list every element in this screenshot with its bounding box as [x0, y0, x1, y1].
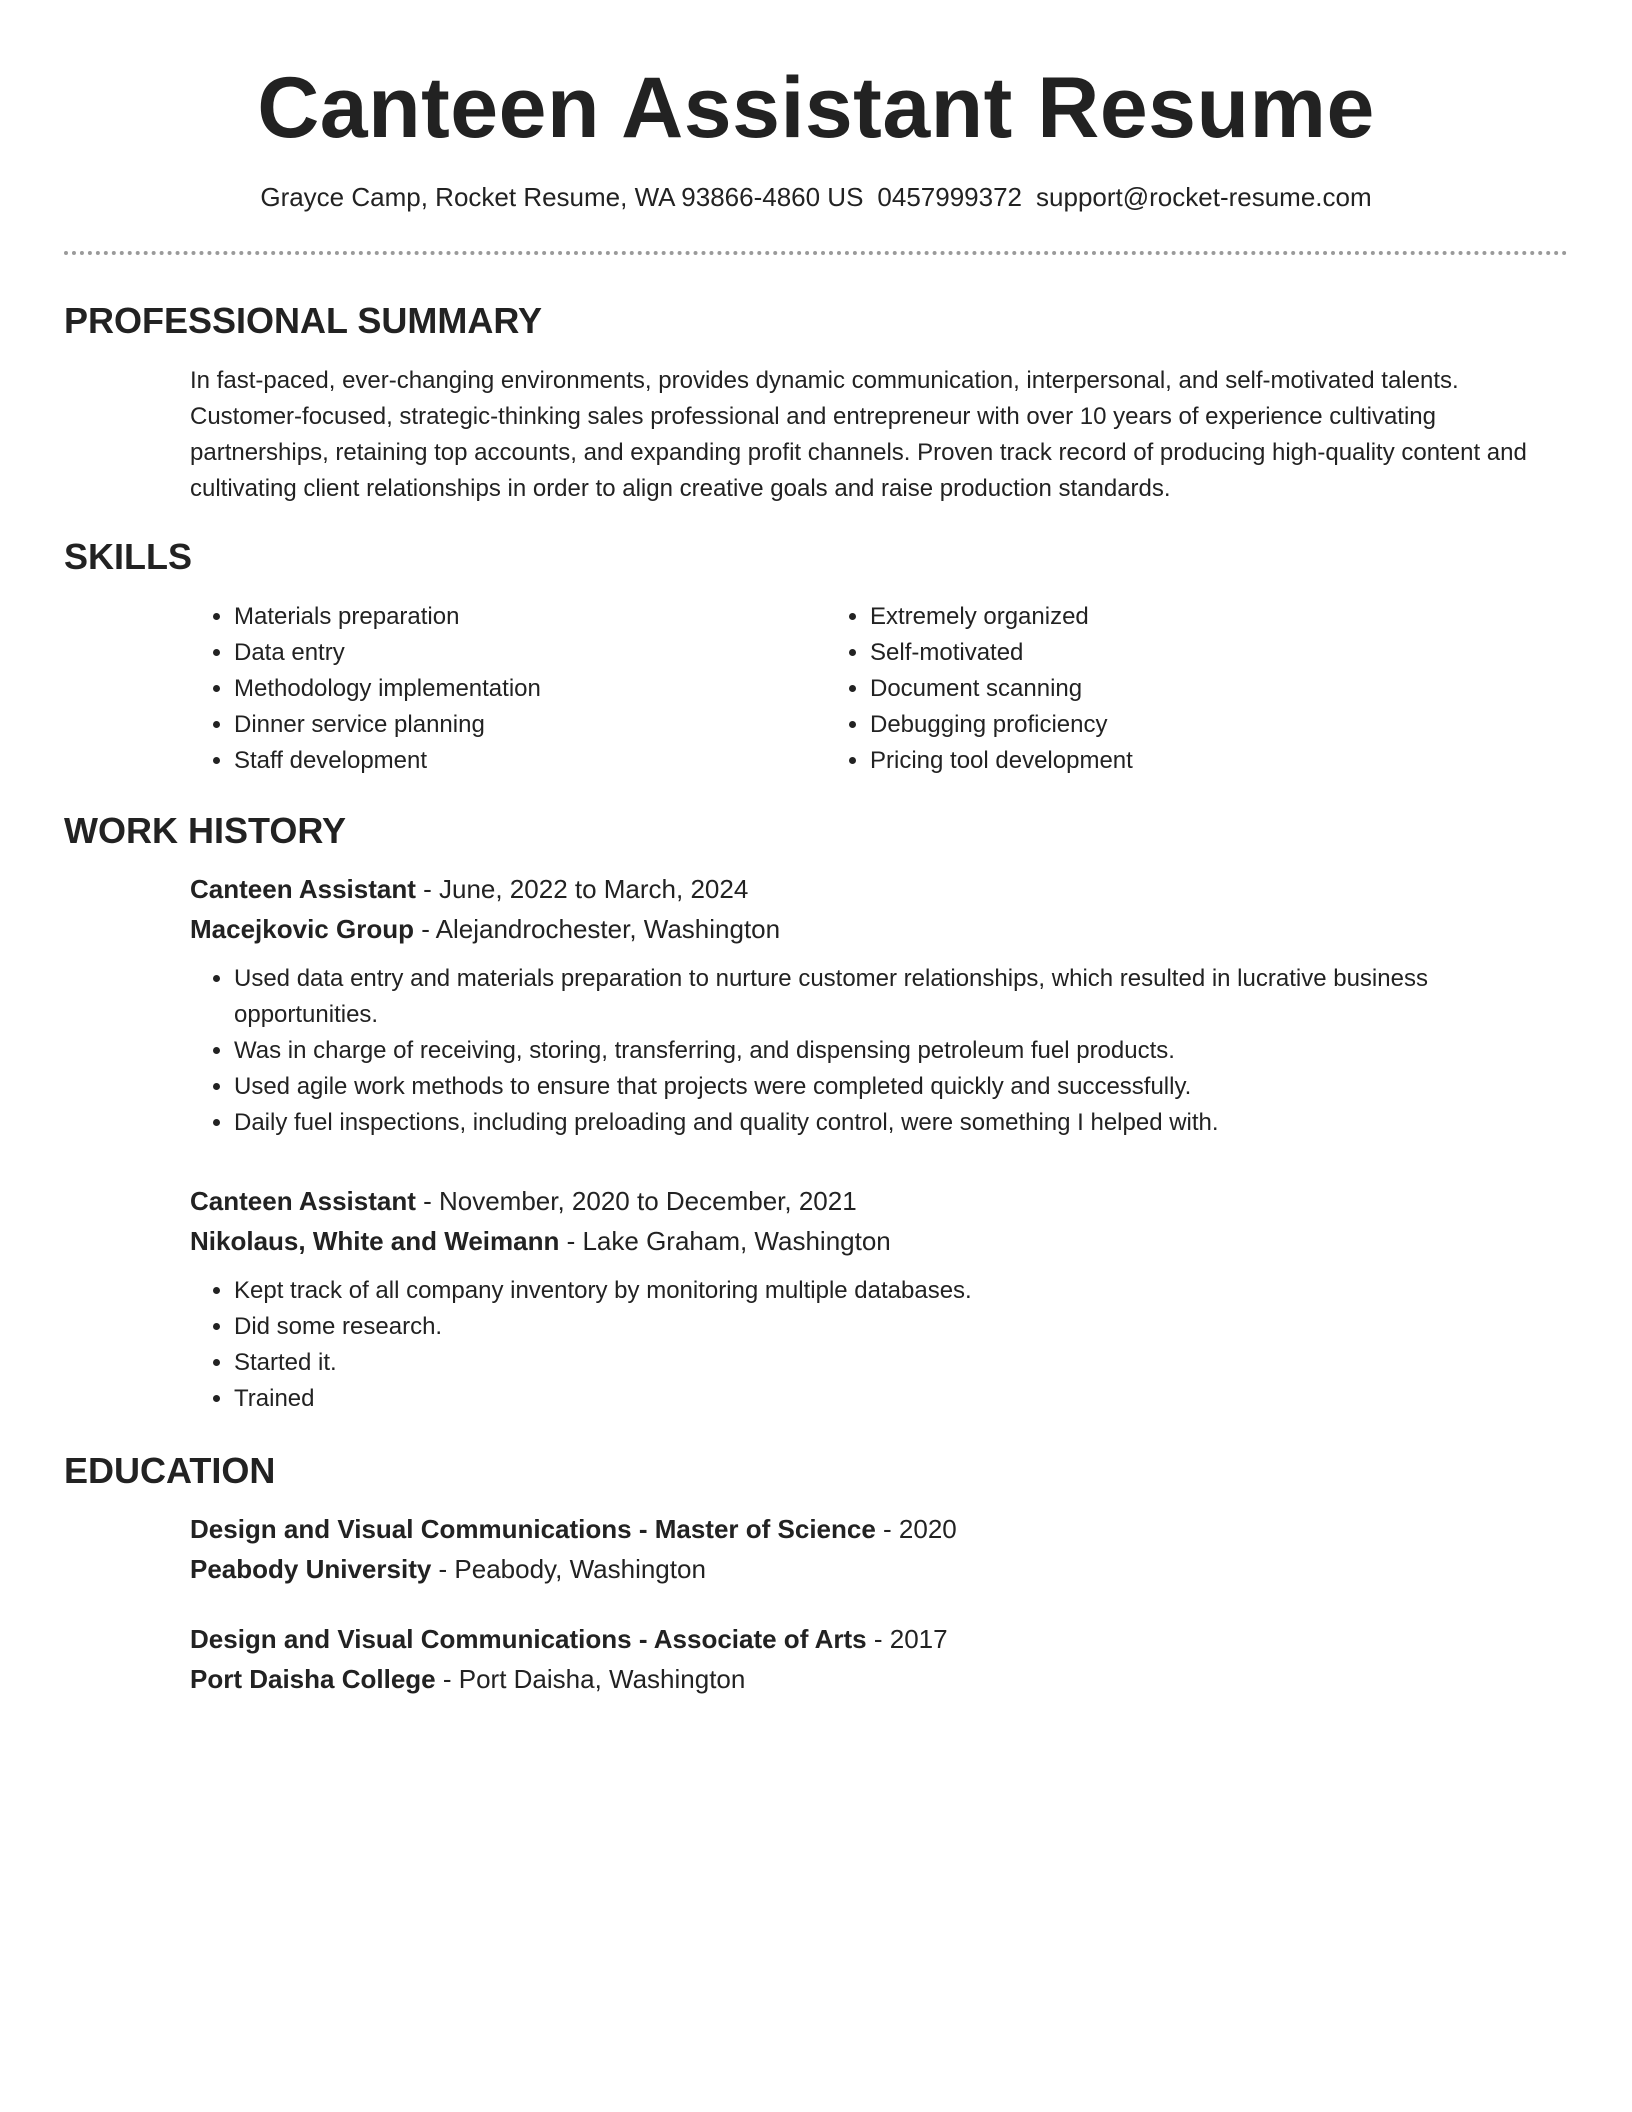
skill-item: • Dinner service planning	[234, 707, 826, 743]
job-dates: - June, 2022 to March, 2024	[415, 874, 749, 904]
skill-item: • Document scanning	[870, 671, 1133, 707]
section-heading-skills: SKILLS	[64, 536, 193, 577]
job-bullet: • Was in charge of receiving, storing, transferring, and dispensing petroleum fuel products.	[234, 1033, 1568, 1069]
skills-list-right	[826, 599, 1133, 779]
contact-line	[64, 180, 1568, 214]
education-school-line	[190, 1549, 1568, 1589]
job-bullet: • Did some research.	[234, 1309, 1568, 1345]
job-title: Canteen Assistant	[190, 874, 416, 904]
job-bullet: • Trained	[234, 1381, 1568, 1417]
job-bullets	[190, 1273, 1568, 1417]
education-school-line	[190, 1659, 1568, 1699]
job-bullet: • Daily fuel inspections, including preloading and quality control, were something I helped with.	[234, 1105, 1568, 1141]
education-year: - 2017	[866, 1624, 948, 1654]
skill-item: • Methodology implementation	[234, 671, 826, 707]
job-company: Nikolaus, White and Weimann	[190, 1226, 560, 1256]
job-bullets	[190, 961, 1568, 1141]
page-title: Canteen Assistant Resume	[257, 60, 1375, 156]
skill-item: • Pricing tool development	[870, 743, 1133, 779]
job-location: - Alejandrochester, Washington	[413, 914, 781, 944]
skill-item: • Materials preparation	[234, 599, 826, 635]
skill-item: • Staff development	[234, 743, 826, 779]
job-company-line	[190, 1221, 1568, 1261]
job-location: - Lake Graham, Washington	[559, 1226, 891, 1256]
job-bullet: • Kept track of all company inventory by monitoring multiple databases.	[234, 1273, 1568, 1309]
contact-email: support@rocket-resume.com	[1036, 182, 1372, 212]
education-location: - Peabody, Washington	[431, 1554, 706, 1584]
education-year: - 2020	[875, 1514, 957, 1544]
education-entry	[190, 1509, 1568, 1589]
skill-item: • Extremely organized	[870, 599, 1133, 635]
job-bullet: • Used data entry and materials preparation to nurture customer relationships, which resulted in lucrative business opportunities.	[234, 961, 1568, 1033]
job-entry	[190, 869, 1568, 1141]
section-heading-education: EDUCATION	[64, 1450, 276, 1491]
section-heading-summary: PROFESSIONAL SUMMARY	[64, 300, 543, 341]
skills-grid	[190, 599, 1568, 779]
job-title-line	[190, 1181, 1568, 1221]
skills-list-left	[190, 599, 826, 779]
job-company: Macejkovic Group	[190, 914, 414, 944]
education-entry	[190, 1619, 1568, 1699]
summary-text: In fast-paced, ever-changing environments, provides dynamic communication, interpersonal, and self-motivated talents. Customer-focused, strategic-thinking sales professional and entrepreneur with over 10 years of experience cultivating partnerships, retaining top accounts, and expanding profit channels. Proven track record of producing high-quality content and cultivating client relationships in order to align creative goals and raise production standards.	[190, 367, 1527, 502]
job-company-line	[190, 909, 1568, 949]
job-bullet: • Started it.	[234, 1345, 1568, 1381]
skill-item: • Self-motivated	[870, 635, 1133, 671]
education-degree: Design and Visual Communications - Master of Science	[190, 1514, 876, 1544]
job-title: Canteen Assistant	[190, 1186, 416, 1216]
contact-address: Grayce Camp, Rocket Resume, WA 93866-4860 US	[260, 182, 864, 212]
section-heading-work: WORK HISTORY	[64, 810, 347, 851]
job-bullet: • Used agile work methods to ensure that projects were completed quickly and successfully.	[234, 1069, 1568, 1105]
job-dates: - November, 2020 to December, 2021	[415, 1186, 857, 1216]
education-degree: Design and Visual Communications - Associate of Arts	[190, 1624, 867, 1654]
job-title-line	[190, 869, 1568, 909]
contact-phone: 0457999372	[877, 182, 1023, 212]
skill-item: • Data entry	[234, 635, 826, 671]
education-school: Port Daisha College	[190, 1664, 436, 1694]
header-divider	[64, 251, 1568, 255]
skill-item: • Debugging proficiency	[870, 707, 1133, 743]
education-school: Peabody University	[190, 1554, 432, 1584]
education-degree-line	[190, 1619, 1568, 1659]
education-degree-line	[190, 1509, 1568, 1549]
education-location: - Port Daisha, Washington	[435, 1664, 746, 1694]
job-entry	[190, 1181, 1568, 1417]
